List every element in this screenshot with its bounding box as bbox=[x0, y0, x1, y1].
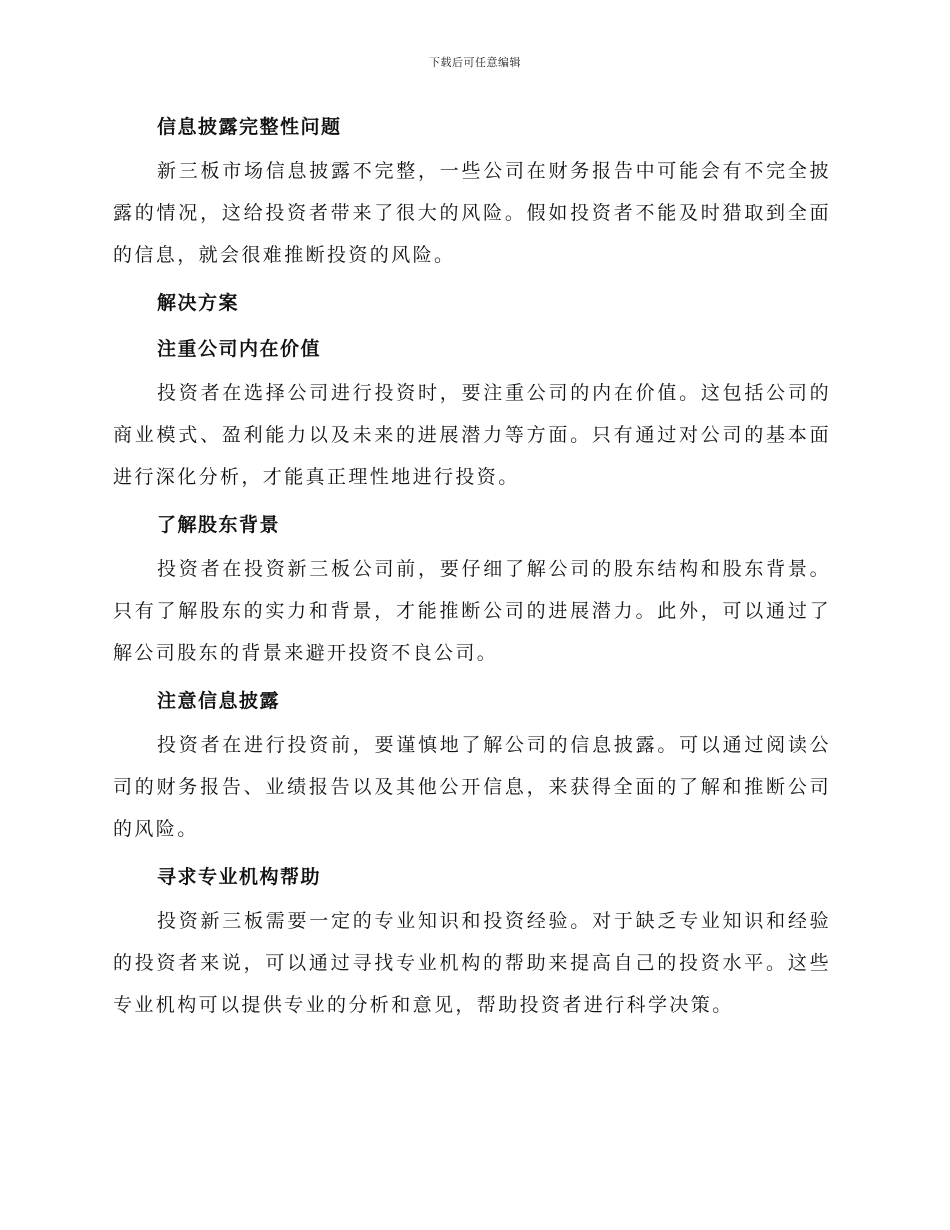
section-heading-intrinsic-value: 注重公司内在价值 bbox=[157, 338, 322, 360]
section-heading-shareholder-background: 了解股东背景 bbox=[157, 514, 281, 536]
paragraph-disclosure-completeness: 新三板市场信息披露不完整，一些公司在财务报告中可能会有不完全披露的情况，这给投资者带来了很大的风险。假如投资者不能及时猎取到全面的信息，就会很难推断投资的风险。 bbox=[113, 160, 831, 266]
section-heading-solutions: 解决方案 bbox=[157, 292, 240, 314]
section-heading-information-disclosure: 注意信息披露 bbox=[157, 690, 281, 712]
paragraph-intrinsic-value: 投资者在选择公司进行投资时，要注重公司的内在价值。这包括公司的商业模式、盈利能力以及未来的进展潜力等方面。只有通过对公司的基本面进行深化分析，才能真正理性地进行投资。 bbox=[113, 382, 831, 488]
paragraph-shareholder-background: 投资者在投资新三板公司前，要仔细了解公司的股东结构和股东背景。只有了解股东的实力和背景，才能推断公司的进展潜力。此外，可以通过了解公司股东的背景来避开投资不良公司。 bbox=[113, 558, 831, 664]
section-heading-professional-help: 寻求专业机构帮助 bbox=[157, 866, 322, 888]
paragraph-information-disclosure: 投资者在进行投资前，要谨慎地了解公司的信息披露。可以通过阅读公司的财务报告、业绩报告以及其他公开信息，来获得全面的了解和推断公司的风险。 bbox=[113, 734, 831, 840]
paragraph-professional-help: 投资新三板需要一定的专业知识和投资经验。对于缺乏专业知识和经验的投资者来说，可以通过寻找专业机构的帮助来提高自己的投资水平。这些专业机构可以提供专业的分析和意见，帮助投资者进行科学决策。 bbox=[113, 910, 831, 1016]
header-note: 下载后可任意编辑 bbox=[429, 56, 521, 69]
document-body bbox=[113, 104, 831, 1030]
section-heading-disclosure-completeness: 信息披露完整性问题 bbox=[157, 116, 342, 138]
